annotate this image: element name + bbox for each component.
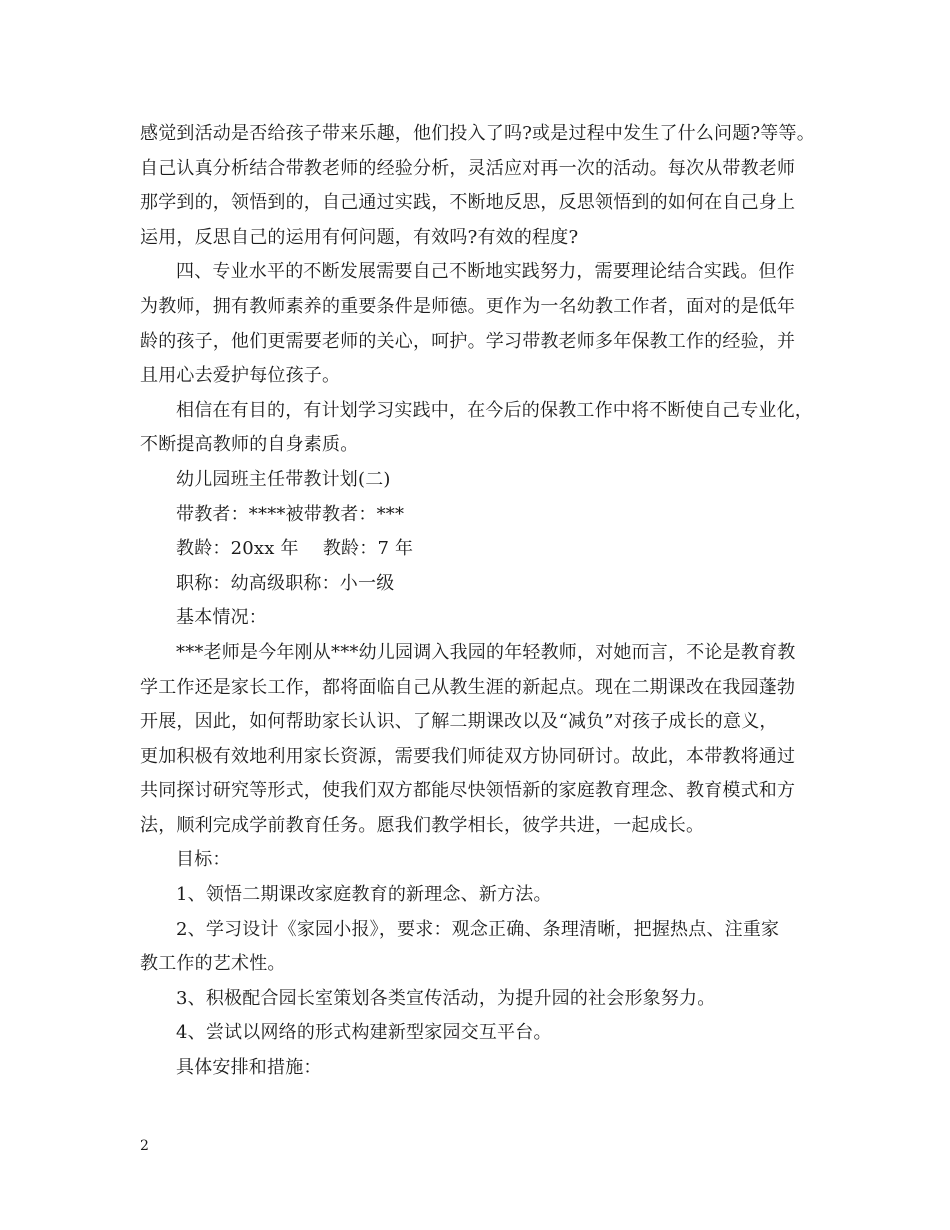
section-heading: 具体安排和措施： xyxy=(176,1057,322,1079)
text-line: 带教者：****被带教者：*** xyxy=(176,503,405,525)
text-line: 职称：幼高级职称：小一级 xyxy=(176,572,395,594)
document-body xyxy=(140,117,830,1086)
section-heading: 基本情况： xyxy=(176,607,267,629)
text-line: 相信在有目的，有计划学习实践中，在今后的保教工作中将不断使自己专业化， xyxy=(176,399,813,421)
text-line: 更加积极有效地利用家长资源，需要我们师徒双方协同研讨。故此，本带教将通过 xyxy=(140,745,796,767)
text-line: 那学到的，领悟到的，自己通过实践，不断地反思，反思领悟到的如何在自己身上 xyxy=(140,192,796,214)
list-item: 4、尝试以网络的形式构建新型家园交互平台。 xyxy=(176,1022,552,1044)
text-line: 教工作的艺术性。 xyxy=(140,953,286,975)
text-line: 四、专业水平的不断发展需要自己不断地实践努力，需要理论结合实践。但作 xyxy=(176,261,795,283)
text-line: 学工作还是家长工作，都将面临自己从教生涯的新起点。现在二期课改在我园蓬勃 xyxy=(140,676,796,698)
text-line: 共同探讨研究等形式，使我们双方都能尽快领悟新的家庭教育理念、教育模式和方 xyxy=(140,780,796,802)
text-line: 教龄：20xx 年 教龄：7 年 xyxy=(176,538,414,560)
text-line: 不断提高教师的自身素质。 xyxy=(140,434,359,456)
text-line: 开展，因此，如何帮助家长认识、了解二期课改以及“减负”对孩子成长的意义， xyxy=(140,711,778,733)
page-number: 2 xyxy=(140,1138,149,1154)
list-item: 1、领悟二期课改家庭教育的新理念、新方法。 xyxy=(176,884,552,906)
text-line: 且用心去爱护每位孩子。 xyxy=(140,365,341,387)
text-line: 法，顺利完成学前教育任务。愿我们教学相长，彼学共进，一起成长。 xyxy=(140,814,705,836)
text-line: ***老师是今年刚从***幼儿园调入我园的年轻教师，对她而言，不论是教育教 xyxy=(176,641,796,663)
list-item: 2、学习设计《家园小报》，要求：观念正确、条理清晰，把握热点、注重家 xyxy=(176,918,780,940)
text-line: 自己认真分析结合带教老师的经验分析，灵活应对再一次的活动。每次从带教老师 xyxy=(140,157,796,179)
text-line: 感觉到活动是否给孩子带来乐趣，他们投入了吗?或是过程中发生了什么问题?等等。 xyxy=(140,123,815,144)
text-line: 龄的孩子，他们更需要老师的关心，呵护。学习带教老师多年保教工作的经验，并 xyxy=(140,330,796,352)
text-line: 为教师，拥有教师素养的重要条件是师德。更作为一名幼教工作者，面对的是低年 xyxy=(140,295,796,317)
section-heading: 目标： xyxy=(176,849,231,871)
text-line: 运用，反思自己的运用有何问题，有效吗?有效的程度? xyxy=(140,226,579,248)
list-item: 3、积极配合园长室策划各类宣传活动，为提升园的社会形象努力。 xyxy=(176,987,716,1009)
section-title: 幼儿园班主任带教计划(二) xyxy=(176,468,391,490)
